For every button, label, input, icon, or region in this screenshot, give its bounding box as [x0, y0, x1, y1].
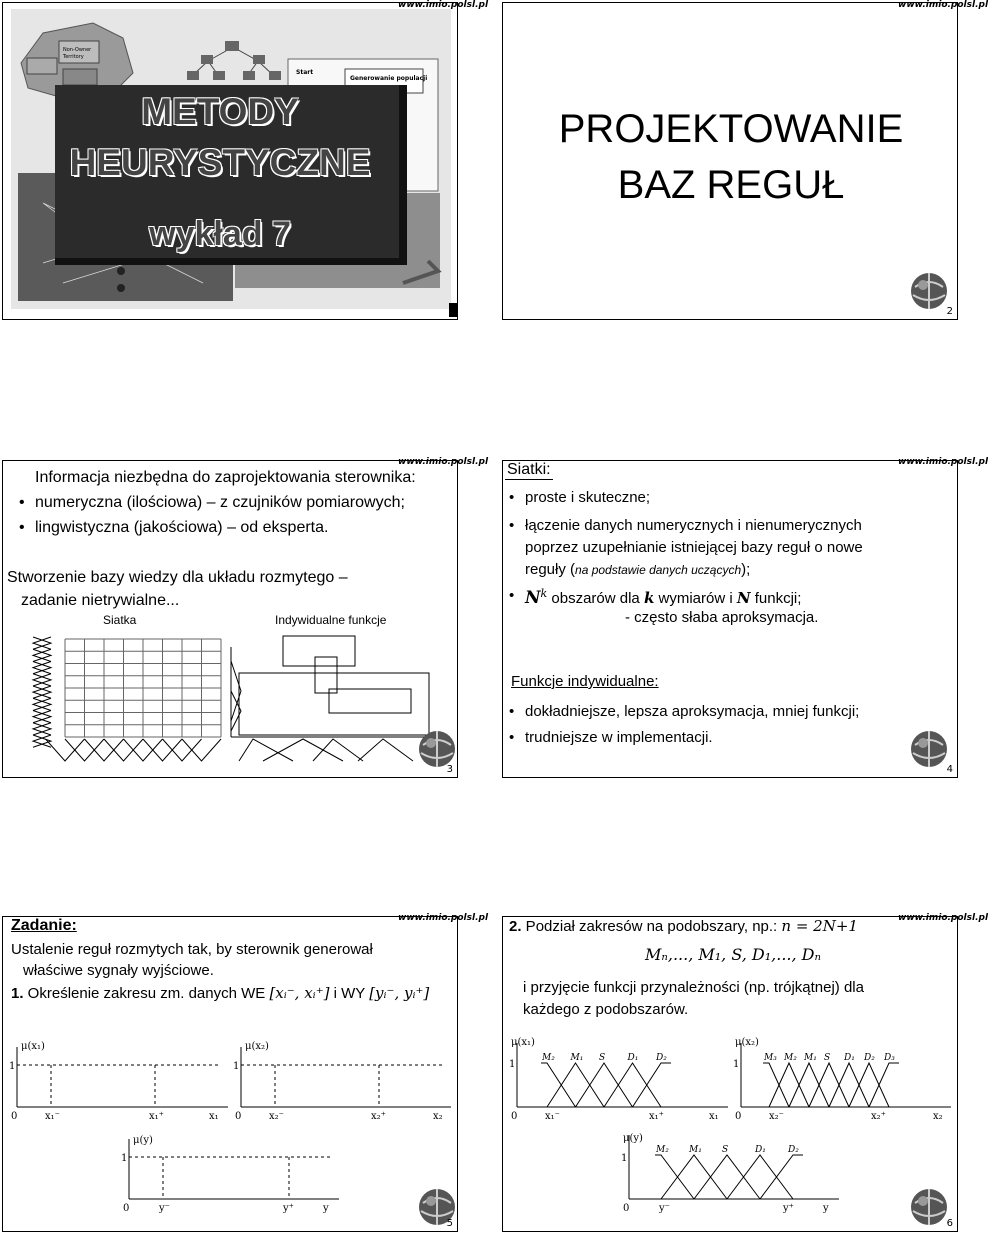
zero-label: 0	[735, 1111, 742, 1122]
set-label: S	[824, 1053, 831, 1063]
one-label: 1	[233, 1061, 240, 1072]
x2-label: x₂	[933, 1111, 943, 1122]
heading-grids: Siatki:	[507, 461, 551, 478]
globe-logo-icon	[907, 1185, 947, 1225]
zero-label: 0	[623, 1203, 630, 1214]
membership-triangle	[789, 1063, 829, 1107]
watermark-url: www.imio.polsl.pl	[398, 457, 489, 467]
x2-minus-label: x₂⁻	[269, 1111, 284, 1122]
zero-label: 0	[123, 1203, 130, 1214]
bullet-simple: • proste i skuteczne;	[525, 489, 650, 506]
page-number: 4	[946, 764, 953, 775]
mu-x2-label: μ(x₂)	[245, 1041, 269, 1052]
rules-text: reguły (	[525, 561, 576, 578]
heading-task: Zadanie:	[11, 917, 77, 934]
bullet-linguistic: • lingwistyczna (jakościowa) – od eksperta.	[35, 519, 328, 537]
watermark-url: www.imio.polsl.pl	[898, 457, 988, 467]
x1-minus-label: x₁⁻	[545, 1111, 560, 1122]
zero-label: 0	[511, 1111, 518, 1122]
watermark-url: www.imio.polsl.pl	[398, 0, 489, 10]
set-label: M₁	[570, 1053, 584, 1063]
grid-label: Siatka	[103, 613, 137, 627]
set-label: M₂	[784, 1053, 797, 1063]
math-N2: N	[736, 589, 751, 607]
x1-label: x₁	[209, 1111, 219, 1122]
slide-title-line-2: BAZ REGUŁ	[617, 163, 845, 207]
slide-4	[502, 460, 958, 778]
set-label: D₂	[864, 1053, 875, 1063]
membership-triangle	[655, 1155, 694, 1199]
training-data-text: na podstawie danych uczących	[575, 563, 742, 577]
lecture-label: wykład 7	[149, 215, 291, 253]
membership-triangle	[763, 1063, 789, 1107]
watermark-url: www.imio.polsl.pl	[398, 913, 489, 923]
y-minus-label: y⁻	[659, 1203, 670, 1214]
membership-triangle	[829, 1063, 869, 1107]
membership-triangle	[576, 1063, 633, 1107]
slide-title-line-1: PROJEKTOWANIE	[558, 107, 904, 151]
set-label: M₁	[804, 1053, 817, 1063]
set-label: M₂	[656, 1145, 669, 1155]
task-line-1: Ustalenie reguł rozmytych tak, by sterownik generował	[11, 941, 373, 958]
close-paren: );	[741, 561, 751, 578]
set-label: M₂	[542, 1053, 555, 1063]
membership-line-2: każdego z podobszarów.	[523, 1001, 689, 1018]
set-label: S	[722, 1145, 729, 1155]
y-plus-label: y⁺	[783, 1203, 794, 1214]
set-label: S	[599, 1053, 606, 1063]
membership-triangle	[769, 1063, 809, 1107]
set-label: D₂	[788, 1145, 799, 1155]
task-line-2: właściwe sygnały wyjściowe.	[23, 962, 214, 979]
bullet-more-accurate: • dokładniejsze, lepsza aproksymacja, mniej funkcji;	[525, 703, 859, 720]
x1-minus-label: x₁⁻	[45, 1111, 60, 1122]
slide-6	[502, 916, 958, 1232]
triangular-membership-plots	[503, 917, 959, 1233]
set-label: D₁	[627, 1053, 639, 1063]
set-label: D₃	[884, 1053, 895, 1063]
bullet-harder: • trudniejsze w implementacji.	[525, 729, 713, 746]
x2-plus-label: x₂⁺	[371, 1111, 386, 1122]
x2-minus-label: x₂⁻	[769, 1111, 784, 1122]
page-number: 5	[446, 1218, 453, 1229]
one-label: 1	[509, 1059, 516, 1070]
zero-label: 0	[235, 1111, 242, 1122]
mu-x1-label: μ(x₁)	[21, 1041, 45, 1052]
one-label: 1	[621, 1153, 628, 1164]
set-label: M₃	[764, 1053, 777, 1063]
x1-label: x₁	[709, 1111, 719, 1122]
bullet-numeric: • numeryczna (ilościowa) – z czujników pomiarowych;	[35, 494, 405, 512]
watermark-url: www.imio.polsl.pl	[898, 0, 988, 10]
watermark-url: www.imio.polsl.pl	[898, 913, 988, 923]
svg-text:Non-Owner: Non-Owner	[63, 47, 92, 53]
globe-logo-icon	[907, 269, 947, 309]
individual-label: Indywidualne funkcje	[275, 613, 387, 627]
membership-triangle	[541, 1063, 576, 1107]
math-N: N	[525, 588, 541, 608]
one-label: 1	[733, 1059, 740, 1070]
x2-plus-label: x₂⁺	[871, 1111, 886, 1122]
grid-vs-individual-diagram	[3, 461, 459, 779]
set-label: D₁	[844, 1053, 855, 1063]
x1-plus-label: x₁⁺	[149, 1111, 164, 1122]
set-label: M₁	[689, 1145, 702, 1155]
globe-logo-icon	[907, 727, 947, 767]
bullet-combining-line-2: poprzez uzupełnianie istniejącej bazy reguł o nowe	[525, 539, 863, 556]
svg-text:Start: Start	[296, 69, 314, 76]
step-text: Podział zakresów na podobszary, np.:	[521, 918, 782, 935]
dimensions-text: wymiarów i	[654, 590, 737, 607]
page-number: 2	[946, 306, 953, 317]
step-number: 1.	[11, 985, 24, 1002]
set-label: D₁	[755, 1145, 766, 1155]
bullet-regions	[525, 587, 801, 608]
step-number: 2.	[509, 918, 522, 935]
svg-text:Territory: Territory	[63, 54, 84, 60]
and-output-text: i WY	[329, 985, 370, 1002]
mu-y-label: μ(y)	[623, 1133, 643, 1144]
slide-2	[502, 0, 988, 320]
weak-approx-text: - często słaba aproksymacja.	[625, 609, 819, 626]
page-number: 6	[946, 1218, 953, 1229]
membership-triangle	[809, 1063, 849, 1107]
set-label: D₂	[656, 1053, 667, 1063]
membership-triangle	[849, 1063, 889, 1107]
bullet-combining-line-1: • łączenie danych numerycznych i nienumerycznych	[525, 517, 862, 534]
y-label: y	[323, 1203, 329, 1214]
mu-x2-label: μ(x₂)	[735, 1037, 759, 1048]
mu-x1-label: μ(x₁)	[511, 1037, 535, 1048]
membership-triangle	[633, 1063, 672, 1107]
input-output-range-plots	[3, 917, 459, 1233]
slide-1	[2, 2, 458, 320]
slide-title-line-2: HEURYSTYCZNE	[69, 142, 371, 183]
y-plus-label: y⁺	[283, 1203, 294, 1214]
slide-3	[2, 460, 458, 778]
math-k-exponent: k	[540, 587, 548, 600]
heading-individual: Funkcje indywidualne:	[511, 673, 659, 690]
membership-line-1: i przyjęcie funkcji przynależności (np. trójkątnej) dla	[523, 979, 864, 996]
y-label: y	[823, 1203, 829, 1214]
zero-label: 0	[11, 1111, 18, 1122]
step-text: Określenie zakresu zm. danych WE	[23, 985, 270, 1002]
one-label: 1	[121, 1153, 128, 1164]
output-range: [yᵢ⁻, yᵢ⁺]	[369, 984, 430, 1002]
one-label: 1	[9, 1061, 16, 1072]
math-k: k	[643, 589, 655, 607]
regions-text: obszarów dla	[547, 590, 644, 607]
n-expression: n = 2N+1	[781, 917, 858, 935]
slide-title-line-1: METODY	[141, 91, 299, 132]
membership-triangle	[604, 1063, 661, 1107]
intro-text: Informacja niezbędna do zaprojektowania sterownika:	[35, 469, 416, 486]
sets-line: Mₙ,..., M₁, S, D₁,..., Dₙ	[645, 945, 821, 964]
membership-triangle	[547, 1063, 604, 1107]
x1-plus-label: x₁⁺	[649, 1111, 664, 1122]
y-minus-label: y⁻	[159, 1203, 170, 1214]
membership-triangle	[661, 1155, 727, 1199]
bullet-combining-line-3	[525, 561, 750, 578]
membership-triangle	[869, 1063, 899, 1107]
input-range: [xᵢ⁻, xᵢ⁺]	[269, 984, 330, 1002]
page-number: 3	[446, 764, 453, 775]
svg-text:Generowanie populacji: Generowanie populacji	[350, 75, 428, 82]
paragraph-line-1: Stworzenie bazy wiedzy dla układu rozmytego –	[7, 569, 348, 586]
membership-triangle	[694, 1155, 760, 1199]
paragraph-line-2: zadanie nietrywialne...	[21, 592, 180, 609]
slide-5	[2, 916, 458, 1232]
membership-triangle	[727, 1155, 793, 1199]
x2-label: x₂	[433, 1111, 443, 1122]
mu-y-label: μ(y)	[133, 1135, 153, 1146]
membership-triangle	[760, 1155, 803, 1199]
globe-logo-icon	[415, 727, 455, 767]
functions-text: funkcji;	[750, 590, 802, 607]
